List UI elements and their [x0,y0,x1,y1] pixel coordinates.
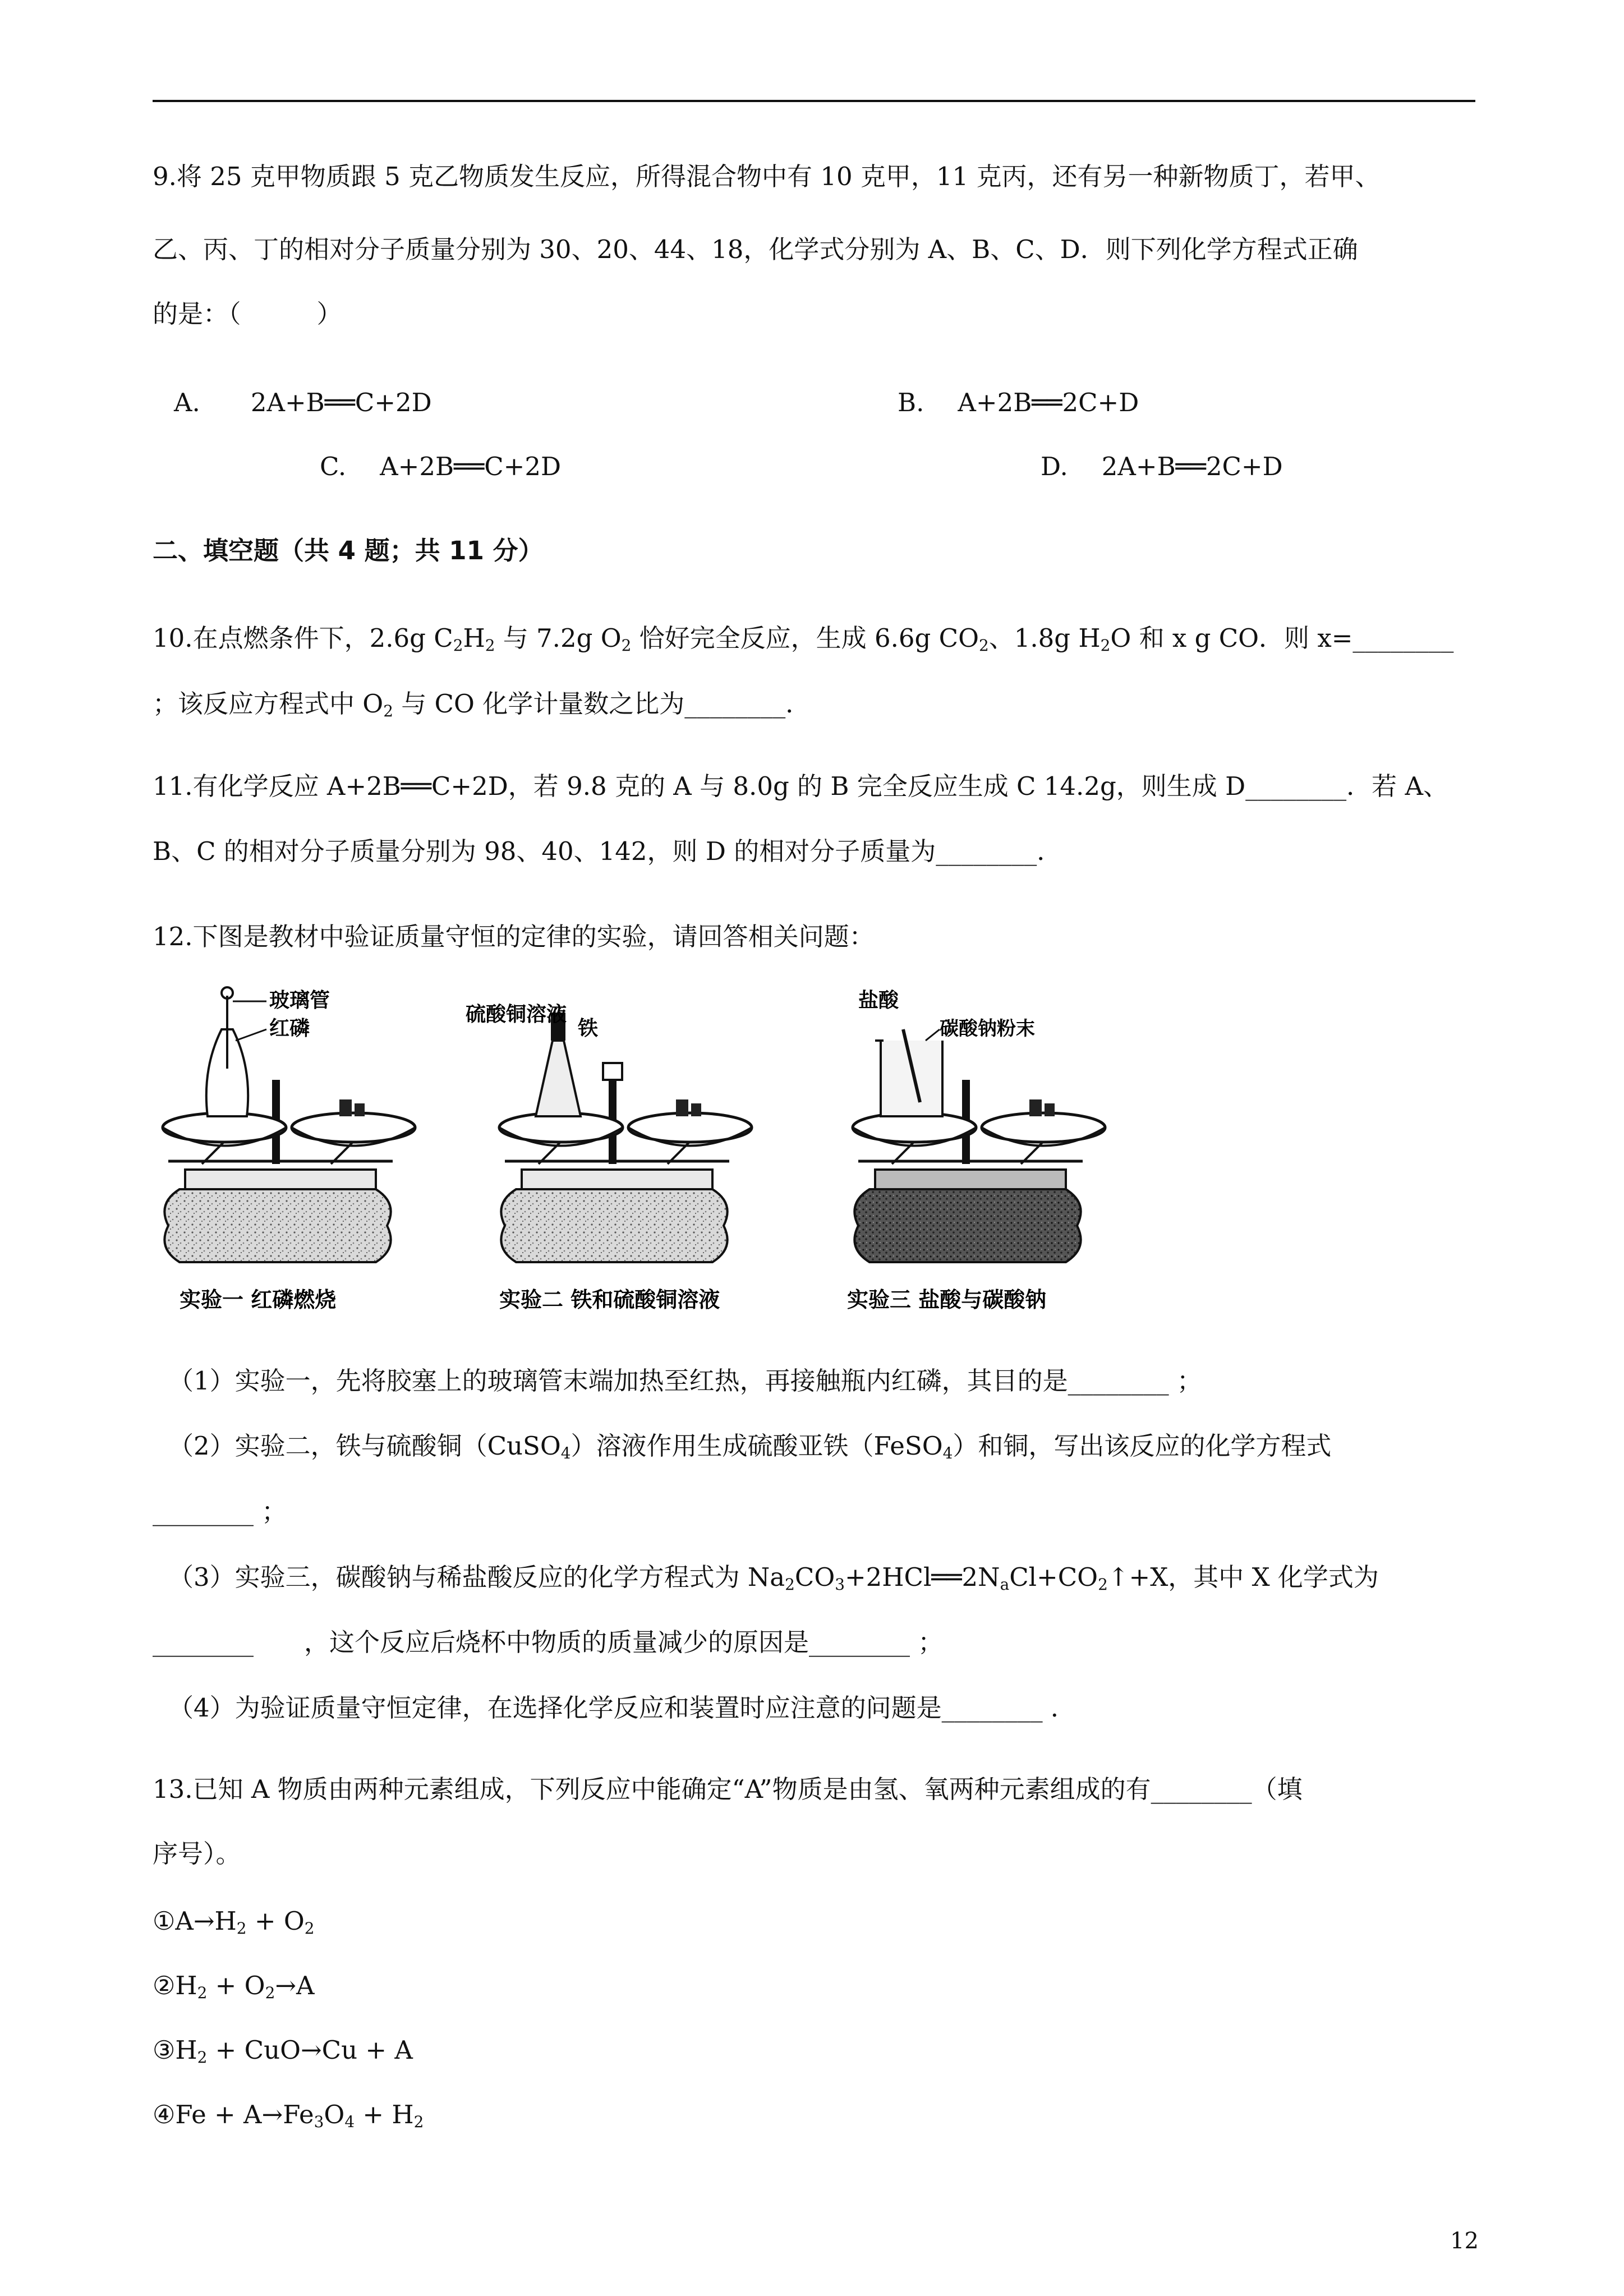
label-iron: 铁 [578,1017,599,1040]
q9-option-c[interactable]: C. A+2B══C+2D [320,452,562,481]
label-hydrochloric-acid: 盐酸 [858,989,899,1012]
q13-reaction-1: $①A\to H_2 + O_2$ [153,1906,315,1938]
label-sodium-carbonate: 碳酸钠粉末 [940,1018,1035,1040]
caption-experiment-1: 实验一 红磷燃烧 [180,1287,337,1312]
label-glass-tube: 玻璃管 [269,989,330,1012]
q12-sub3-answer: ________ ，这个反应后烧杯中物质的质量减少的原因是________ ； [153,1627,944,1657]
header-rule [153,100,1475,102]
q10-line2: ；该反应方程式中 $O_2$ 与 CO 化学计量数之比为________． [153,689,811,720]
q13-reaction-3: $③H_2 + CuO\to Cu + A$ [153,2035,413,2067]
q10-line1: 10.在点燃条件下，2.6g $C_2H_2$ 与 7.2g $O_2$ 恰好完全反应，生成 6.6g $CO_2$、1.8g $H_2O$ 和 x g CO．则 x=________ [153,623,1454,655]
section-2-heading: 二、填空题（共 4 题；共 11 分） [153,536,544,565]
q12-sub1: （1）实验一，先将胶塞上的玻璃管末端加热至红热，再接触瓶内红磷，其目的是________ ； [168,1366,1202,1396]
q13-line1: 13.已知 A 物质由两种元素组成，下列反应中能确定“A”物质是由氢、氧两种元素组成的有________（填 [153,1774,1303,1804]
q13-line2: 序号）。 [153,1839,241,1869]
q9-option-d[interactable]: D. 2A+B══2C+D [1041,452,1283,481]
caption-experiment-2: 实验二 铁和硫酸铜溶液 [499,1287,720,1312]
q12-sub2: （2）实验二，铁与硫酸铜（CuSO$_4$）溶液作用生成硫酸亚铁（FeSO$_4$）和铜，写出该反应的化学方程式 [168,1431,1332,1462]
q9-line3: 的是：（ ） [153,299,342,329]
q13-reaction-2: $②H_2 + O_2\to A$ [153,1971,315,2002]
q12-sub3: （3）实验三，碳酸钠与稀盐酸反应的化学方程式为 $Na_2CO_3+2HCl══2N_aCl+CO_2↑+X$，其中 X 化学式为 [168,1562,1379,1594]
balance-experiment-2 [466,1003,752,1312]
page-number: 12 [1450,2228,1479,2254]
q12-intro: 12.下图是教材中验证质量守恒的定律的实验，请回答相关问题： [153,922,875,951]
q11-line1: 11.有化学反应 A+2B══C+2D，若 9.8 克的 A 与 8.0g 的 B 完全反应生成 C 14.2g，则生成 D________．若 A、 [153,771,1448,801]
q9-option-a[interactable]: A. 2A+B══C+2D [174,388,432,417]
caption-experiment-3: 实验三 盐酸与碳酸钠 [847,1287,1047,1312]
experiment-figure [151,979,1139,1327]
label-red-phosphorus: 红磷 [269,1017,310,1040]
q9-option-b[interactable]: B. A+2B══2C+D [898,388,1139,417]
q12-sub4: （4）为验证质量守恒定律，在选择化学反应和装置时应注意的问题是________ ． [168,1693,1076,1723]
q12-sub2-answer: ________ ； [153,1497,287,1526]
label-copper-sulfate: 硫酸铜溶液 [466,1003,567,1026]
q11-line2: B、C 的相对分子质量分别为 98、40、142，则 D 的相对分子质量为________． [153,836,1062,866]
q9-line2: 乙、丙、丁的相对分子质量分别为 30、20、44、18，化学式分别为 A、B、C、D．则下列化学方程式正确 [153,234,1358,264]
balance-experiment-1 [163,987,415,1312]
q9-line1: 9.将 25 克甲物质跟 5 克乙物质发生反应，所得混合物中有 10 克甲，11 克丙，还有另一种新物质丁，若甲、 [153,162,1381,191]
q13-reaction-4: ④Fe + $A\to Fe_3O_4 + H_2$ [153,2100,424,2131]
balance-experiment-3 [847,989,1105,1312]
